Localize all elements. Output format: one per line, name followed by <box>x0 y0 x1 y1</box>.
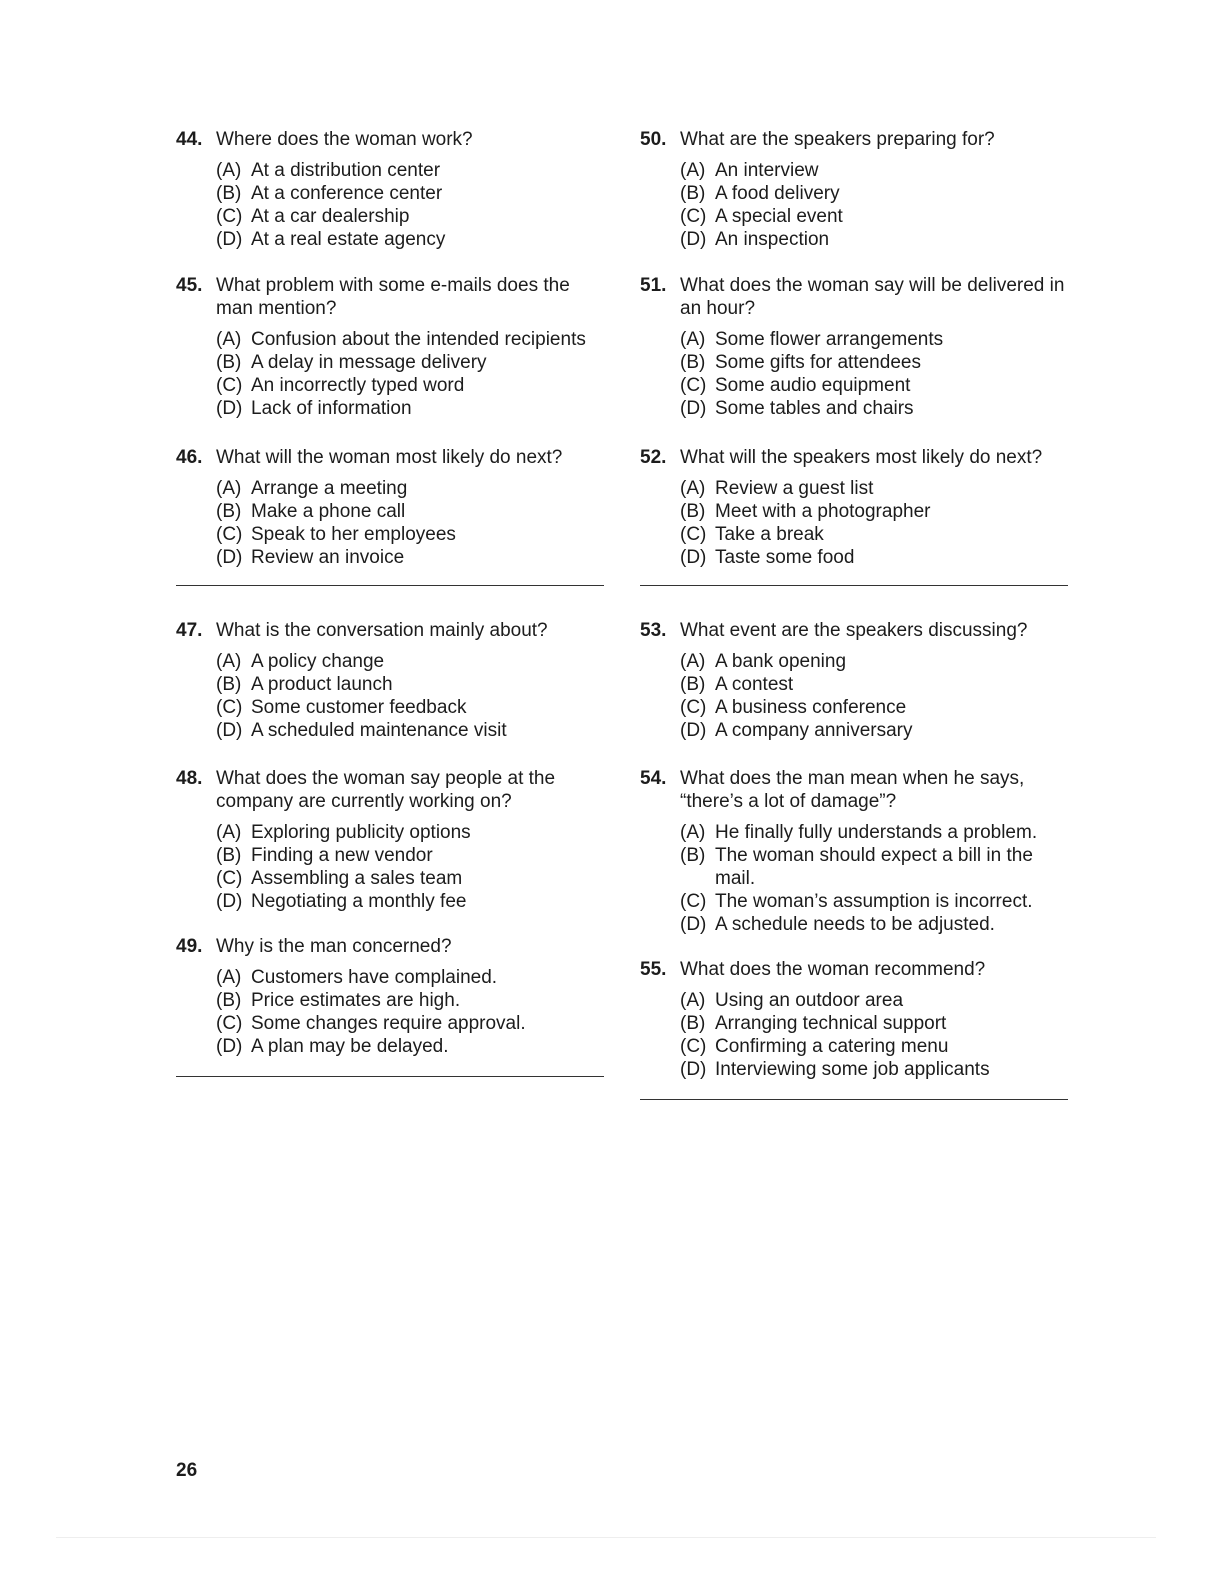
option-c: (C) Some changes require approval. <box>216 1013 526 1034</box>
question-number: 47. <box>176 620 203 641</box>
question-stem: What does the woman recommend? <box>680 959 986 980</box>
option-a: (A) Some flower arrangements <box>680 329 944 350</box>
question-45 <box>176 274 606 420</box>
option-a: (A) A bank opening <box>680 651 847 672</box>
question-stem: What will the woman most likely do next? <box>216 447 563 468</box>
option-a: (A) Customers have complained. <box>216 967 498 988</box>
option-c: (C) A special event <box>680 206 843 227</box>
question-55 <box>640 958 1070 1081</box>
option-c: (C) Confirming a catering menu <box>680 1036 949 1057</box>
option-c: (C) Assembling a sales team <box>216 868 463 889</box>
option-a: (A) Exploring publicity options <box>216 822 471 843</box>
option-c: (C) At a car dealership <box>216 206 410 227</box>
question-number: 54. <box>640 768 667 789</box>
option-c: (C) Take a break <box>680 524 824 545</box>
question-stem: Why is the man concerned? <box>216 936 452 957</box>
option-d: (D) Some tables and chairs <box>680 398 914 419</box>
page-number: 26 <box>176 1460 198 1481</box>
option-d: (D) A company anniversary <box>680 720 913 741</box>
option-b: (B) A contest <box>680 674 794 695</box>
question-50 <box>640 128 1070 251</box>
option-c: (C) A business conference <box>680 697 907 718</box>
question-number: 53. <box>640 620 667 641</box>
question-47 <box>176 619 606 742</box>
option-b: (B) A delay in message delivery <box>216 352 487 373</box>
section-divider <box>640 585 1068 586</box>
question-number: 49. <box>176 936 203 957</box>
option-d: (D) A schedule needs to be adjusted. <box>680 914 995 935</box>
option-a: (A) Arrange a meeting <box>216 478 408 499</box>
question-stem: What problem with some e-mails does the man mention? <box>216 275 570 319</box>
question-stem: What does the man mean when he says, “there’s a lot of damage”? <box>680 768 1025 812</box>
question-stem: What is the conversation mainly about? <box>216 620 548 641</box>
option-c: (C) An incorrectly typed word <box>216 375 465 396</box>
question-number: 44. <box>176 129 203 150</box>
section-divider <box>176 585 604 586</box>
option-d: (D) A plan may be delayed. <box>216 1036 449 1057</box>
question-number: 55. <box>640 959 667 980</box>
option-c: (C) Some audio equipment <box>680 375 911 396</box>
option-a: (A) A policy change <box>216 651 385 672</box>
question-number: 45. <box>176 275 203 296</box>
option-d: (D) Review an invoice <box>216 547 405 568</box>
option-b: (B) At a conference center <box>216 183 443 204</box>
option-d: (D) An inspection <box>680 229 830 250</box>
question-number: 50. <box>640 129 667 150</box>
option-c: (C) Speak to her employees <box>216 524 456 545</box>
question-number: 51. <box>640 275 667 296</box>
option-a: (A) He finally fully understands a problem. <box>680 822 1038 843</box>
question-44 <box>176 128 606 251</box>
option-b: (B) Price estimates are high. <box>216 990 461 1011</box>
option-b: (B) Some gifts for attendees <box>680 352 921 373</box>
option-c: (C) Some customer feedback <box>216 697 467 718</box>
question-51 <box>640 274 1070 420</box>
question-53 <box>640 619 1070 742</box>
option-a: (A) Confusion about the intended recipients <box>216 329 586 350</box>
option-d: (D) Negotiating a monthly fee <box>216 891 467 912</box>
question-48 <box>176 767 606 913</box>
question-stem: Where does the woman work? <box>216 129 473 150</box>
option-d: (D) Interviewing some job applicants <box>680 1059 990 1080</box>
option-b: (B) The woman should expect a bill in the mail. <box>680 845 1033 889</box>
question-number: 48. <box>176 768 203 789</box>
question-49 <box>176 935 606 1058</box>
question-number: 52. <box>640 447 667 468</box>
question-stem: What are the speakers preparing for? <box>680 129 995 150</box>
option-d: (D) At a real estate agency <box>216 229 446 250</box>
option-b: (B) Arranging technical support <box>680 1013 947 1034</box>
question-number: 46. <box>176 447 203 468</box>
option-d: (D) Lack of information <box>216 398 412 419</box>
option-c: (C) The woman’s assumption is incorrect. <box>680 891 1033 912</box>
question-52 <box>640 446 1070 569</box>
option-d: (D) Taste some food <box>680 547 855 568</box>
option-a: (A) Review a guest list <box>680 478 874 499</box>
option-b: (B) Make a phone call <box>216 501 406 522</box>
question-stem: What will the speakers most likely do next? <box>680 447 1043 468</box>
option-b: (B) Finding a new vendor <box>216 845 433 866</box>
option-a: (A) Using an outdoor area <box>680 990 904 1011</box>
option-d: (D) A scheduled maintenance visit <box>216 720 507 741</box>
question-46 <box>176 446 606 569</box>
question-stem: What does the woman say will be delivered in an hour? <box>680 275 1065 319</box>
question-54 <box>640 767 1070 936</box>
option-b: (B) Meet with a photographer <box>680 501 931 522</box>
option-a: (A) At a distribution center <box>216 160 441 181</box>
section-divider <box>640 1099 1068 1100</box>
section-divider <box>176 1076 604 1077</box>
question-stem: What does the woman say people at the company are currently working on? <box>216 768 556 812</box>
option-a: (A) An interview <box>680 160 819 181</box>
question-stem: What event are the speakers discussing? <box>680 620 1028 641</box>
option-b: (B) A food delivery <box>680 183 840 204</box>
option-b: (B) A product launch <box>216 674 393 695</box>
page-bottom-edge <box>56 1537 1156 1538</box>
